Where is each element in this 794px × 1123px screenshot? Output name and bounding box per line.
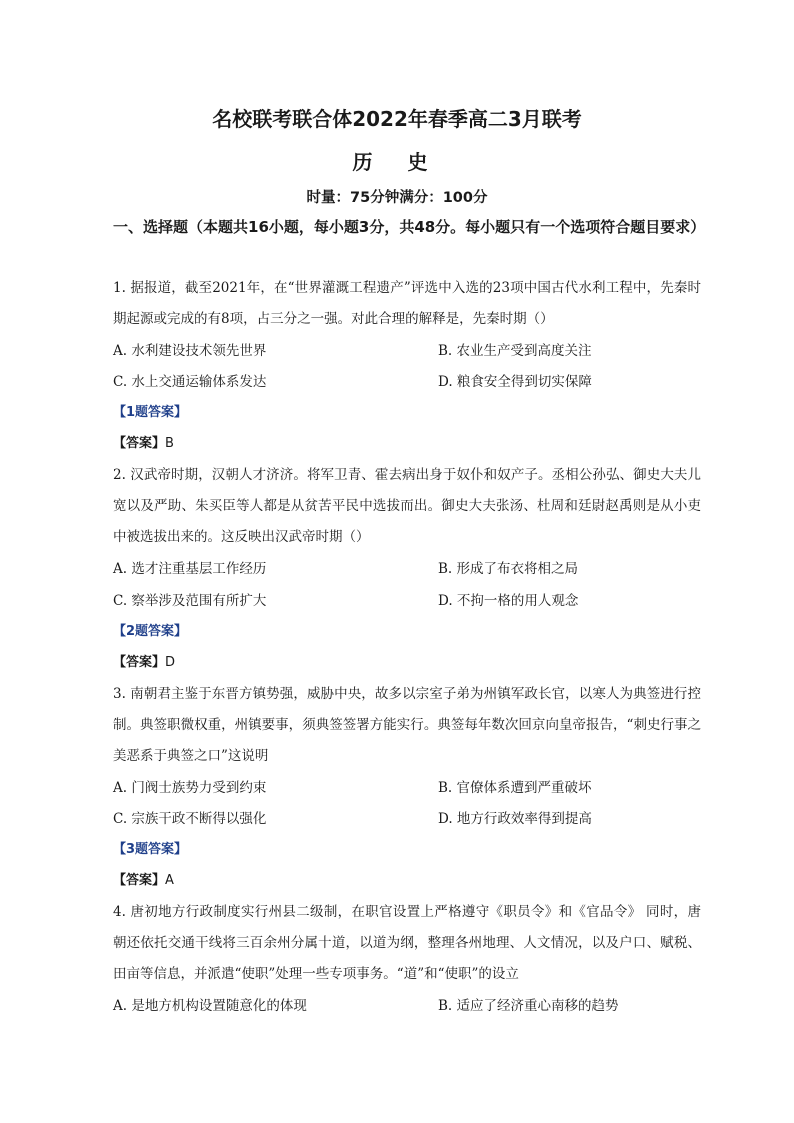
question-1-option-d: D. 粮食安全得到切实保障	[438, 374, 592, 390]
question-1-option-b: B. 农业生产受到高度关注	[438, 343, 592, 359]
question-3-option-d: D. 地方行政效率得到提高	[438, 811, 592, 827]
question-2-answer-header: 【2题答案】	[113, 624, 188, 639]
question-2-option-b: B. 形成了布衣将相之局	[438, 561, 579, 577]
question-4-option-b: B. 适应了经济重心南移的趋势	[438, 998, 619, 1014]
question-2-option-a: A. 选才注重基层工作经历	[113, 561, 267, 577]
question-2-option-d: D. 不拘一格的用人观念	[438, 593, 579, 609]
answer-value: D	[165, 655, 176, 670]
question-4-option-a: A. 是地方机构设置随意化的体现	[113, 998, 307, 1014]
answer-label: 【答案】	[113, 436, 166, 451]
question-3-option-b: B. 官僚体系遭到严重破坏	[438, 780, 592, 796]
answer-value: A	[165, 873, 174, 888]
question-2-answer	[113, 653, 175, 673]
question-1-answer-header: 【1题答案】	[113, 405, 188, 420]
question-1-answer	[113, 434, 174, 454]
question-3-answer-header: 【3题答案】	[113, 842, 188, 857]
question-2-text: 2. 汉武帝时期，汉朝人才济济。将军卫青、霍去病出身于奴仆和奴产子。丞相公孙弘、御史大夫儿宽以及严助、朱买臣等人都是从贫苦平民中选拔而出。御史大夫张汤、杜周和廷尉赵禹则是从小吏中被选拔出来的。这反映出汉武帝时期（）	[113, 467, 701, 545]
subject-title: 历 史	[352, 150, 442, 174]
question-3-option-c: C. 宗族干政不断得以强化	[113, 811, 267, 827]
answer-label: 【答案】	[113, 873, 166, 888]
answer-label: 【答案】	[113, 655, 166, 670]
question-1-text: 1. 据报道，截至2021年，在“世界灌溉工程遗产”评选中入选的23项中国古代水利工程中，先秦时期起源或完成的有8项，占三分之一强。对此合理的解释是，先秦时期（）	[113, 280, 701, 327]
exam-title: 名校联考联合体2022年春季高二3月联考	[212, 107, 582, 131]
section-heading: 一、选择题（本题共16小题，每小题3分，共48分。每小题只有一个选项符合题目要求）	[113, 218, 706, 236]
exam-time-score: 时量：75分钟满分：100分	[306, 190, 488, 206]
answer-value: B	[165, 436, 174, 451]
question-4-text: 4. 唐初地方行政制度实行州县二级制，在职官设置上严格遵守《职员令》和《官品令》 同时，唐朝还依托交通干线将三百余州分属十道，以道为纲，整理各州地理、人文情况，以及户口、赋税、田亩等信息，并派遣“使职”处理一些专项事务。“道”和“使职”的设立	[113, 904, 701, 982]
question-1-option-c: C. 水上交通运输体系发达	[113, 374, 267, 390]
question-3-text: 3. 南朝君主鉴于东晋方镇势强，威胁中央，故多以宗室子弟为州镇军政长官，以寒人为典签进行控制。典签职微权重，州镇要事，须典签签署方能实行。典签每年数次回京向皇帝报告，“刺史行事之美恶系于典签之口”这说明	[113, 686, 701, 764]
question-3-option-a: A. 门阀士族势力受到约束	[113, 780, 267, 796]
question-1-option-a: A. 水利建设技术领先世界	[113, 343, 267, 359]
question-3-answer	[113, 871, 174, 891]
question-2-option-c: C. 察举涉及范围有所扩大	[113, 593, 267, 609]
